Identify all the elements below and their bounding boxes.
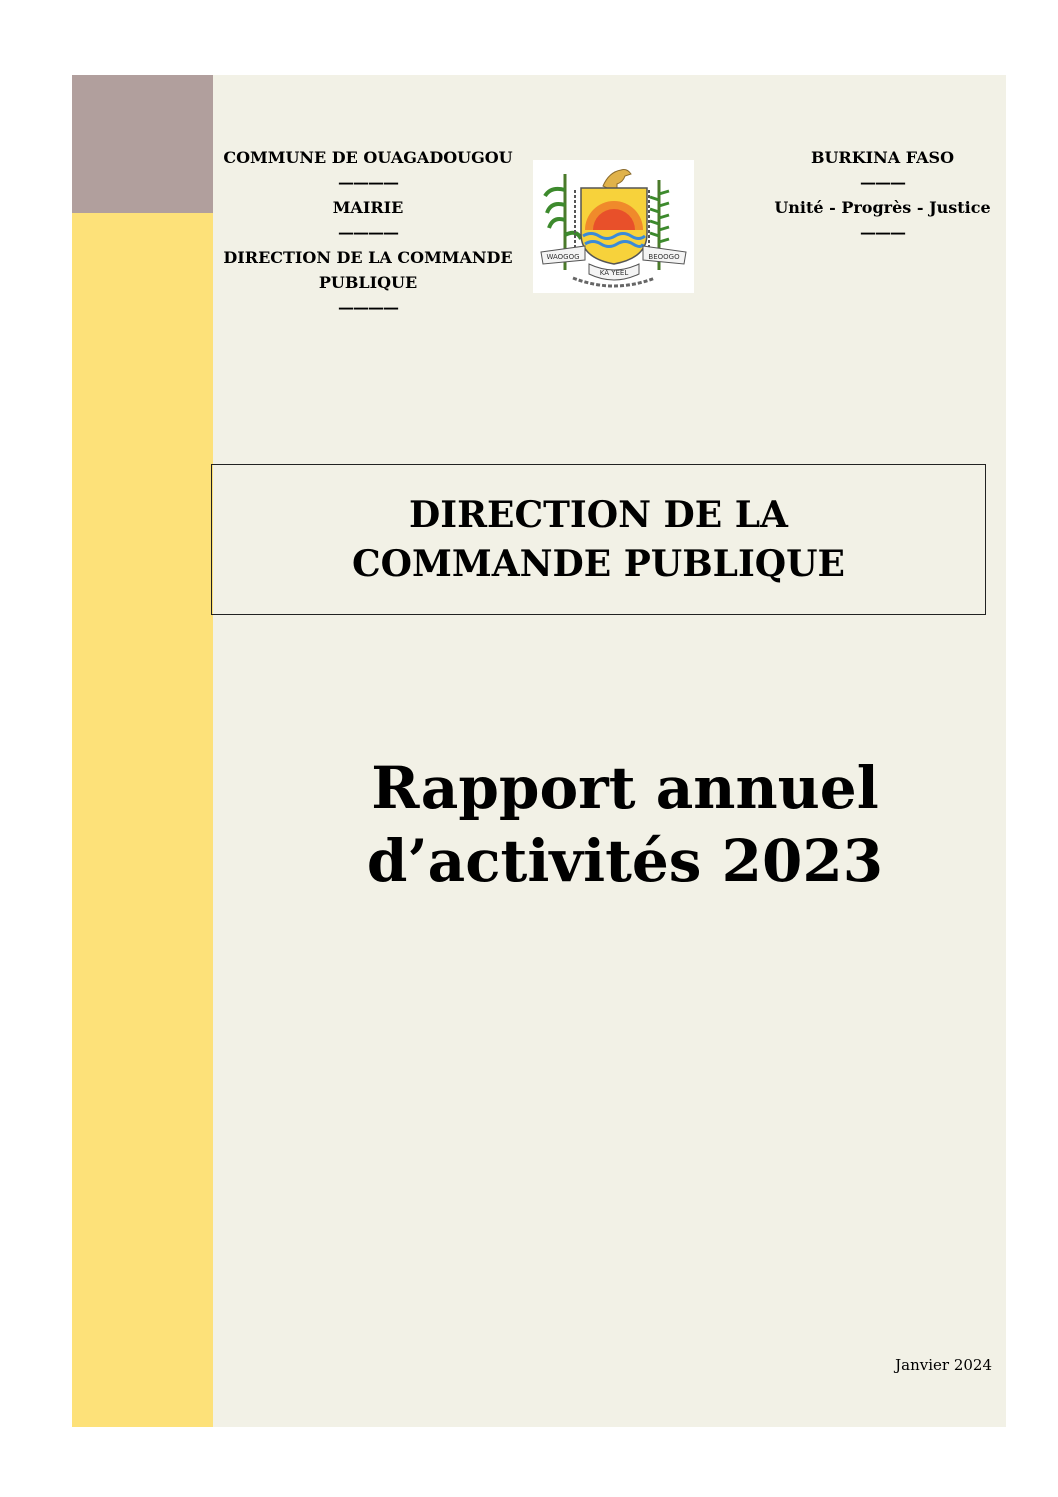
mairie-label: MAIRIE <box>332 198 404 217</box>
separator: ——— <box>860 223 905 242</box>
header-right <box>760 145 1005 245</box>
ribbon-right: BEOOGO <box>648 253 680 261</box>
separator: ———— <box>338 173 398 192</box>
side-band-bottom <box>72 213 213 1427</box>
report-title-line1: Rapport annuel <box>371 754 879 822</box>
direction-title: DIRECTION DE LA COMMANDE PUBLIQUE <box>352 493 845 585</box>
report-date: Janvier 2024 <box>895 1356 992 1374</box>
direction-label: DIRECTION DE LA COMMANDE PUBLIQUE <box>223 248 513 292</box>
header-left <box>213 145 523 320</box>
report-title <box>340 752 910 898</box>
separator: ———— <box>338 298 398 317</box>
side-band-top <box>72 75 213 213</box>
separator: ———— <box>338 223 398 242</box>
ribbon-left: WAOGOG <box>546 253 580 261</box>
country-name: BURKINA FASO <box>810 148 955 167</box>
separator: ——— <box>860 173 905 192</box>
national-motto: Unité - Progrès - Justice <box>774 198 991 217</box>
commune-name: COMMUNE DE OUAGADOUGOU <box>223 148 513 167</box>
direction-title-box <box>211 464 986 615</box>
report-title-line2: d’activités 2023 <box>366 827 884 895</box>
ribbon-center: KA YEEL <box>599 269 629 277</box>
coat-of-arms-icon <box>533 160 694 293</box>
